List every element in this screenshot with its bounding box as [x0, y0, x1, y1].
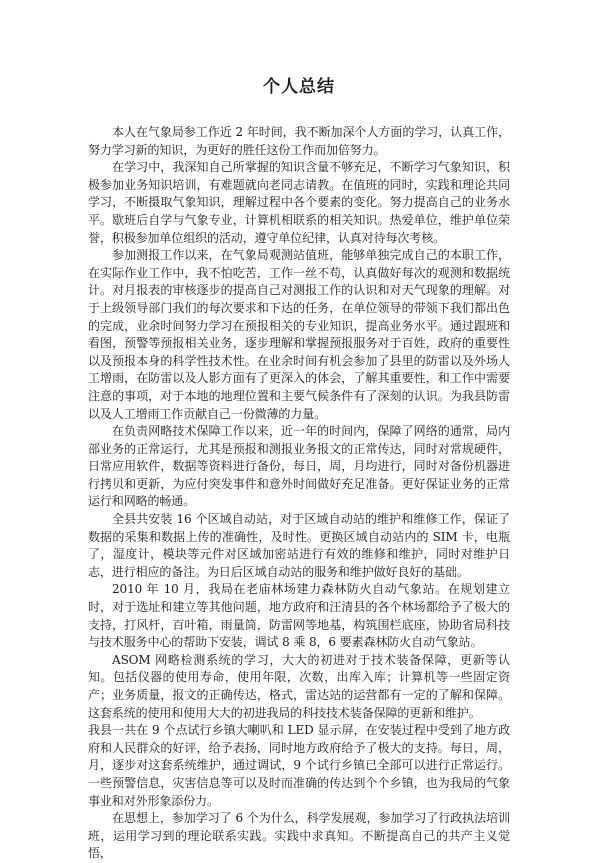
paragraph-auto-stations: 全县共安装 16 个区域自动站，对于区域自动站的维护和维修工作，保证了数据的采集和数据上传的准确性，及时性。更换区域自动站内的 SIM 卡，电瓶了，湿度计，模块等元件对区域加密站进行有效的维修和维护，同时对维护日志，进行相应的备注。为日后区域自动站的服务和维护做好良好的基础。: [88, 512, 510, 579]
paragraph-network-support: 在负责网略技术保障工作以来，近一年的时间内，保障了网络的通常，局内部业务的正常运行，尤其是预报和测报业务报文的正常传达，同时对常规硬件，日常应用软件，数据等资料进行备份，每日，周，月均进行，同时对备份机器进行拷贝和更新，为应付突发事件和意外时间做好充足准备。更好保证业务的正常运行和网略的畅通。: [88, 424, 510, 509]
paragraph-ideology: 在思想上，参加学习了 6 个为什么，科学发展观，参加学习了行政执法培训班，运用学习到的理论联系实践。实践中求真知。不断提高自己的共产主义觉悟，: [88, 811, 510, 861]
paragraph-observation: 参加测报工作以来，在气象局观测站值班，能够单独完成自己的本职工作，在实际作业工作中，我不怕吃苦，工作一丝不苟，认真做好每次的观测和数据统计。对月报表的审核逐步的提高自己对测报工作的认识和对天气现象的理解。对于上级领导部门我们的每次要求和下达的任务，在单位领导的带领下我们都出色的完成，业余时间努力学习在预报相关的专业知识，提高业务水平。通过跟班和看图，预警等预报相关业务，逐步理解和掌握预报服务对于百姓，政府的重要性以及预报本身的科学性技术性。在业余时间有机会参加了县里的防雷以及外场人工增雨，在防雷以及人影方面有了更深入的体会，了解其重要性，和工作中需要注意的事项，对于本地的地理位置和主要气候条件有了深刻的认识。为我县防雷以及人工增雨工作贡献自己一份微薄的力量。: [88, 248, 510, 421]
paragraph-asom-system: ASOM 网略检测系统的学习，大大的初进对于技术装备保障，更新等认知。包括仪器的使用寿命，使用年限，次数，出库入库；计算机等一些固定资产；业务质量，报文的正确传达，格式，雷达站的运营都有一定的了解和保障。这套系统的使用和使用大大的初进我局的科技技术装备保障的更新和维护。: [88, 652, 510, 720]
paragraph-loudspeaker-led: 我县一共在 9 个点试行乡镇大喇叭和 LED 显示屏，在安装过程中受到了地方政府和人民群众的好评，给予表扬，同时地方政府给予了极大的支持。每日，周，月，逐步对这套系统维护，通过调试，9 个试行乡镇已全部可以进行正常运行。一些预警信息，灾害信息等可以及时而准确的传达到个个乡镇，也为我局的气象事业和对外形象添份力。: [88, 723, 510, 808]
paragraph-study: 在学习中，我深知自己所掌握的知识含量不够充足，不断学习气象知识，积极参加业务知识培训，有难题就向老同志请教。在值班的同时，实践和理论共同学习，不断摄取气象知识，理解过程中各个要素的变化。努力提高自己的业务水平。歇班后自学与气象专业，计算机相联系的相关知识。热爱单位，维护单位荣誉，积极参加单位组织的活动，遵守单位纪律，认真对待每次考核。: [88, 160, 510, 245]
page-title: 个人总结: [263, 77, 335, 97]
paragraph-forest-fire-station: 2010 年 10 月，我局在老庙林场建力森林防火自动气象站。在规划建立时，对于选址和建立等其他问题，地方政府和汪清县的各个林场都给予了极大的支持，打风杆，百叶箱，雨量筒，防雷网等地基，构筑围栏底座，协助省局科技与技术服务中心的帮助下安装，调试 8 乘 8，6 要素森林防火自动气象站。: [88, 582, 510, 650]
paragraph-intro: 本人在气象局参工作近 2 年时间，我不断加深个人方面的学习，认真工作，努力学习新的知识，为更好的胜任这份工作而加倍努力。: [88, 125, 510, 157]
